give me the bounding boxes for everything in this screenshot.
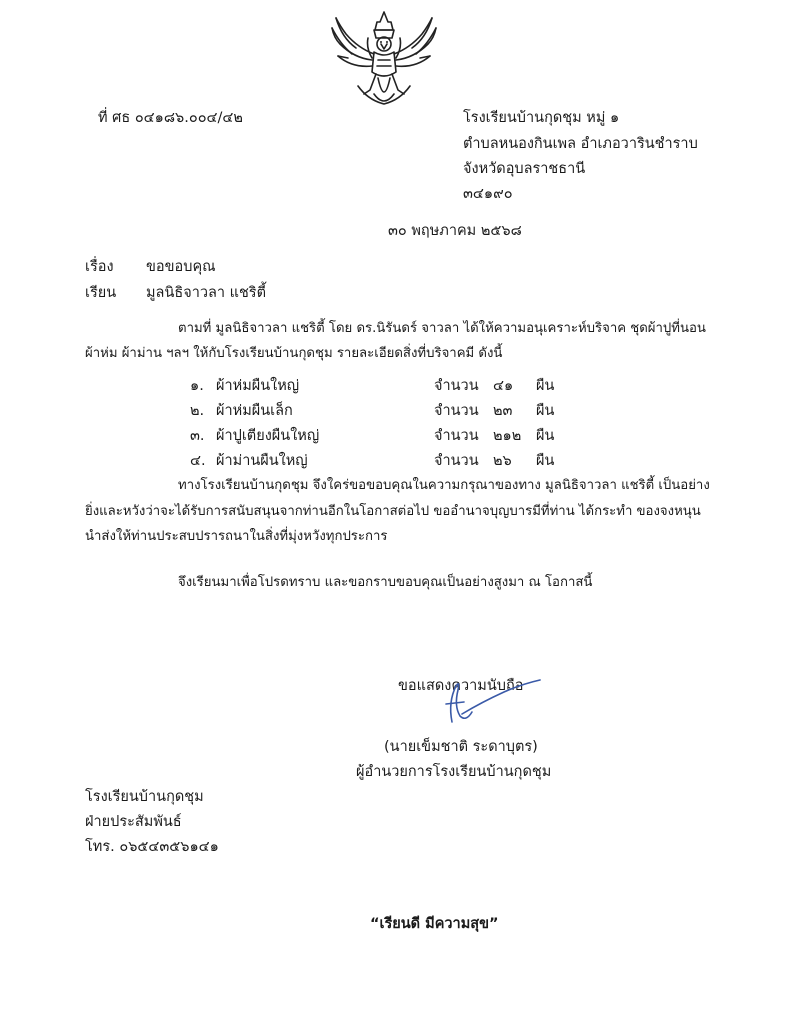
item-qty: ๔๑ (493, 378, 514, 394)
body-paragraph-2-line: นำส่งให้ท่านประสบปรารถนาในสิ่งที่มุ่งหวังทุกประการ (85, 529, 388, 544)
item-name: ผ้าปูเตียงผืนใหญ่ (216, 428, 320, 444)
item-number: ๑. (190, 378, 204, 394)
signer-title: ผู้อำนวยการโรงเรียนบ้านกุดชุม (356, 764, 552, 780)
item-qty: ๒๖ (493, 453, 512, 469)
subject-label: เรื่อง (85, 259, 114, 275)
closing-paragraph: จึงเรียนมาเพื่อโปรดทราบ และขอกราบขอบคุณเป็นอย่างสูงมา ณ โอกาสนี้ (178, 575, 593, 590)
garuda-emblem-icon (328, 8, 440, 110)
item-name: ผ้าม่านผืนใหญ่ (216, 453, 308, 469)
footer-department: ฝ่ายประสัมพันธ์ (85, 814, 182, 830)
item-number: ๓. (190, 428, 205, 444)
body-paragraph-1-line: ตามที่ มูลนิธิจาวลา แชริตี้ โดย ดร.นิรันดร์ จาวลา ได้ให้ความอนุเคราะห์บริจาค ชุดผ้าปูที่นอน (178, 321, 706, 336)
item-unit: ผืน (536, 453, 555, 469)
document-reference-number: ที่ ศธ ๐๔๑๘๖.๐๐๔/๔๒ (98, 110, 243, 126)
item-name: ผ้าห่มผืนเล็ก (216, 403, 293, 419)
recipient-text: มูลนิธิจาวลา แชริตี้ (146, 285, 267, 301)
sender-address-line: ตำบลหนองกินเพล อำเภอวารินชำราบ (463, 136, 698, 152)
item-unit: ผืน (536, 378, 555, 394)
item-unit: ผืน (536, 428, 555, 444)
item-qty-label: จำนวน (434, 453, 479, 469)
body-paragraph-1-line: ผ้าห่ม ผ้าม่าน ฯลฯ ให้กับโรงเรียนบ้านกุดชุม รายละเอียดสิ่งที่บริจาคมี ดังนี้ (85, 346, 503, 361)
footer-phone: โทร. ๐๖๕๔๓๕๖๑๔๑ (85, 839, 219, 855)
item-number: ๔. (190, 453, 206, 469)
sender-address-line: โรงเรียนบ้านกุดชุม หมู่ ๑ (463, 110, 620, 126)
item-qty: ๒๑๒ (493, 428, 522, 444)
body-paragraph-2-line: ยิ่งและหวังว่าจะได้รับการสนับสนุนจากท่านอีกในโอกาสต่อไป ขออำนาจบุญบารมีที่ท่าน ได้กระทำ ของจงหนุน (85, 504, 701, 519)
signer-name: (นายเข็มชาติ ระดาบุตร) (384, 739, 538, 755)
item-name: ผ้าห่มผืนใหญ่ (216, 378, 300, 394)
sign-off: ขอแสดงความนับถือ (398, 678, 524, 694)
item-number: ๒. (190, 403, 205, 419)
footer-organization: โรงเรียนบ้านกุดชุม (85, 789, 204, 805)
handwritten-signature-icon (438, 672, 544, 730)
school-motto: “เรียนดี มีความสุข” (370, 916, 499, 932)
item-qty-label: จำนวน (434, 428, 479, 444)
recipient-label: เรียน (85, 285, 117, 301)
sender-address-line: จังหวัดอุบลราชธานี (463, 161, 586, 177)
item-qty: ๒๓ (493, 403, 513, 419)
document-date: ๓๐ พฤษภาคม ๒๕๖๘ (388, 223, 522, 239)
subject-text: ขอขอบคุณ (146, 259, 216, 275)
item-unit: ผืน (536, 403, 555, 419)
body-paragraph-2-line: ทางโรงเรียนบ้านกุดชุม จึงใคร่ขอขอบคุณในความกรุณาของทาง มูลนิธิจาวลา แชริตี้ เป็นอย่าง (178, 478, 710, 493)
sender-postal-code: ๓๔๑๙๐ (463, 186, 513, 202)
item-qty-label: จำนวน (434, 378, 479, 394)
item-qty-label: จำนวน (434, 403, 479, 419)
